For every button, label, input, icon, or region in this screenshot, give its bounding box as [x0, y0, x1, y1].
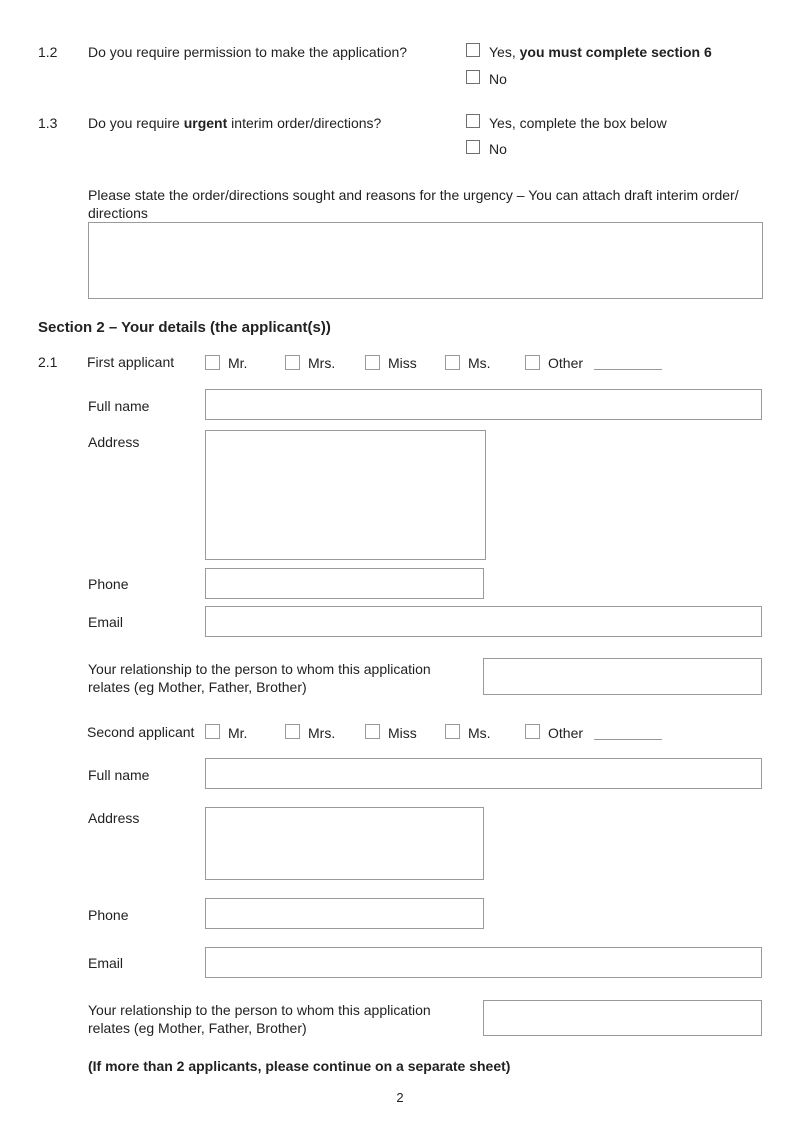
- second-phone-label: Phone: [88, 907, 129, 923]
- first-email-input[interactable]: [205, 606, 762, 637]
- second-title-other-checkbox[interactable]: [525, 724, 540, 739]
- label-1-2-yes: [489, 44, 712, 60]
- first-title-mr-checkbox[interactable]: [205, 355, 220, 370]
- second-applicant-label: Second applicant: [87, 724, 195, 740]
- second-title-other-input[interactable]: [594, 739, 662, 740]
- question-1-3-pre: Do you require: [88, 115, 184, 131]
- second-title-ms-label: Ms.: [468, 725, 491, 741]
- first-title-ms-label: Ms.: [468, 355, 491, 371]
- first-full-name-label: Full name: [88, 398, 150, 414]
- second-email-input[interactable]: [205, 947, 762, 978]
- question-number-1-3: 1.3: [38, 115, 58, 131]
- second-phone-input[interactable]: [205, 898, 484, 929]
- checkbox-1-3-yes[interactable]: [466, 114, 480, 128]
- checkbox-1-3-no[interactable]: [466, 140, 480, 154]
- first-title-other-label: Other: [548, 355, 584, 371]
- second-title-miss-label: Miss: [388, 725, 417, 741]
- second-title-mr-checkbox[interactable]: [205, 724, 220, 739]
- second-title-ms-checkbox[interactable]: [445, 724, 460, 739]
- second-full-name-input[interactable]: [205, 758, 762, 789]
- first-title-miss-checkbox[interactable]: [365, 355, 380, 370]
- checkbox-1-2-yes[interactable]: [466, 43, 480, 57]
- first-title-mr-label: Mr.: [228, 355, 248, 371]
- second-relationship-input[interactable]: [483, 1000, 762, 1036]
- first-email-label: Email: [88, 614, 124, 630]
- first-applicant-label: First applicant: [87, 354, 175, 370]
- first-title-miss-label: Miss: [388, 355, 417, 371]
- second-full-name-label: Full name: [88, 767, 150, 783]
- first-phone-label: Phone: [88, 576, 129, 592]
- first-address-label: Address: [88, 434, 140, 450]
- more-applicants-note: (If more than 2 applicants, please continue on a separate sheet): [88, 1058, 511, 1074]
- label-1-3-no: No: [489, 141, 507, 157]
- section-2-heading: Section 2 – Your details (the applicant(s)): [38, 319, 331, 336]
- label-1-2-yes-bold: you must complete section 6: [519, 44, 712, 60]
- label-1-3-yes: Yes, complete the box below: [489, 115, 667, 131]
- first-title-mrs-label: Mrs.: [308, 355, 336, 371]
- first-title-mrs-checkbox[interactable]: [285, 355, 300, 370]
- second-title-mrs-label: Mrs.: [308, 725, 336, 741]
- second-relationship-label: Your relationship to the person to whom this application relates (eg Mother, Father, Brother): [88, 1002, 431, 1036]
- second-title-other-label: Other: [548, 725, 584, 741]
- label-1-2-yes-prefix: Yes,: [489, 44, 520, 60]
- urgency-box-label: Please state the order/directions sought and reasons for the urgency – You can attach draft interim order/ directions: [88, 187, 739, 221]
- first-title-other-input[interactable]: [594, 369, 662, 370]
- question-number-2-1: 2.1: [38, 354, 58, 370]
- first-title-ms-checkbox[interactable]: [445, 355, 460, 370]
- question-1-2-text: Do you require permission to make the application?: [88, 44, 408, 60]
- question-number-1-2: 1.2: [38, 44, 58, 60]
- second-email-label: Email: [88, 955, 124, 971]
- second-title-mr-label: Mr.: [228, 725, 248, 741]
- first-full-name-input[interactable]: [205, 389, 762, 420]
- first-title-other-checkbox[interactable]: [525, 355, 540, 370]
- second-title-mrs-checkbox[interactable]: [285, 724, 300, 739]
- urgency-textarea[interactable]: [88, 222, 763, 299]
- checkbox-1-2-no[interactable]: [466, 70, 480, 84]
- second-title-miss-checkbox[interactable]: [365, 724, 380, 739]
- first-address-input[interactable]: [205, 430, 486, 560]
- first-phone-input[interactable]: [205, 568, 484, 599]
- page-number: 2: [396, 1090, 404, 1105]
- second-address-label: Address: [88, 810, 140, 826]
- question-1-3-post: interim order/directions?: [227, 115, 382, 131]
- first-relationship-input[interactable]: [483, 658, 762, 695]
- first-relationship-label: Your relationship to the person to whom this application relates (eg Mother, Father, Brother): [88, 661, 431, 695]
- second-address-input[interactable]: [205, 807, 484, 880]
- question-1-3-text: [88, 115, 381, 131]
- question-1-3-bold: urgent: [183, 115, 228, 131]
- label-1-2-no: No: [489, 71, 507, 87]
